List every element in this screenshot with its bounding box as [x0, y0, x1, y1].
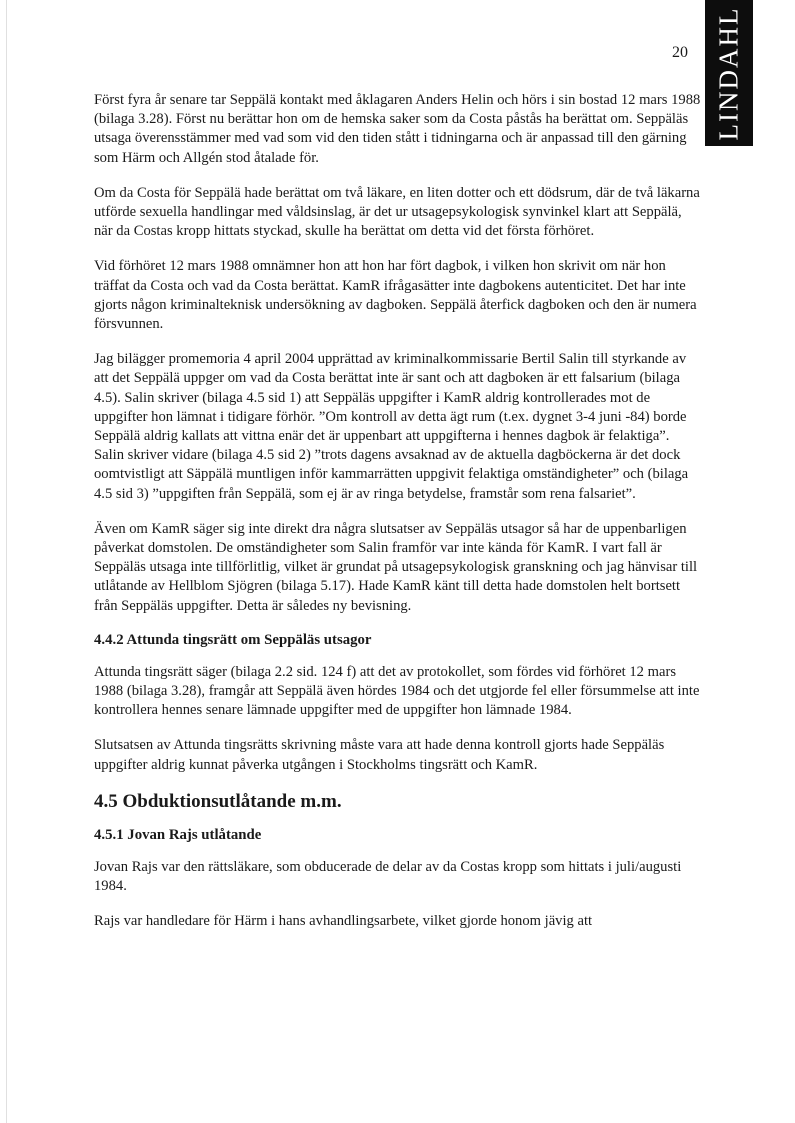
paragraph: Om da Costa för Seppälä hade berättat om två läkare, en liten dotter och ett dödsrum, där de två läkarna utförde sexuella handlingar med våldsinslag, är det ur utsagepsykologisk synvinkel klart att Seppälä, när da Costas kropp hittats styckad, skulle ha berättat om detta vid det första förhöret.	[94, 184, 700, 240]
paragraph: Först fyra år senare tar Seppälä kontakt med åklagaren Anders Helin och hörs i sin bostad 12 mars 1988 (bilaga 3.28). Först nu berättar hon om de hemska saker som da Costa påstås ha berättat om. Seppäläs utsaga överensstämmer med vad som vid den tiden stått i tidningarna och är anpassad till den gärning som Härm och Allgén stod åtalade för.	[94, 92, 701, 166]
paragraph: Slutsatsen av Attunda tingsrätts skrivning måste vara att hade denna kontroll gjorts hade Seppäläs uppgifter aldrig kunnat påverka utgången i Stockholms tingsrätt och KamR.	[94, 737, 665, 773]
paragraph: Jovan Rajs var den rättsläkare, som obducerade de delar av da Costas kropp som hittats i juli/augusti 1984.	[94, 858, 682, 895]
section-heading: 4.4.2 Attunda tingsrätt om Seppäläs utsagor	[94, 631, 372, 648]
section-heading: 4.5.1 Jovan Rajs utlåtande	[94, 826, 262, 843]
paragraph: Rajs var handledare för Härm i hans avhandlingsarbete, vilket gjorde honom jävig att	[94, 913, 593, 930]
lindahl-logo	[705, 0, 753, 146]
paragraph: Jag bilägger promemoria 4 april 2004 upprättad av kriminalkommissarie Bertil Salin till styrkande av att det Seppälä uppger om vad da Costa berättat inte är sant och att dagboken är ett falsarium (bilaga 4.5). Salin skriver (bilaga 4.5 sid 1) att Seppäläs uppgifter i KamR aldrig kontrollerades mot de uppgifter hon lämnat i tidigare förhör. ”Om kontroll av detta ägt rum (t.ex. dygnet 3-4 juni -84) borde Seppälä aldrig kallats att vittna enär det är uppenbart att uppgifterna i hennes dagbok är felaktiga”. Salin skriver vidare (bilaga 4.5 sid 2) ”trots dagens avsaknad av de aktuella dagböckerna är det dock oomtvistligt att Säppälä muntligen inför kammarrätten uppgivit felaktiga omständigheter” och (bilaga 4.5 sid 3) ”uppgiften från Seppälä, som ej är av ringa betydelse, framstår som rena falsariet”.	[94, 351, 689, 502]
paragraph: Vid förhöret 12 mars 1988 omnämner hon att hon har fört dagbok, i vilken hon skrivit om när hon träffat da Costa och vad da Costa berättat. KamR ifrågasätter inte dagbokens autenticitet. Det har inte gjorts någon kriminalteknisk undersökning av dagboken. Seppälä återfick dagboken och den är numera försvunnen.	[94, 258, 697, 333]
page-number: 20	[672, 44, 688, 61]
paragraph: Attunda tingsrätt säger (bilaga 2.2 sid. 124 f) att det av protokollet, som fördes vid förhöret 12 mars 1988 (bilaga 3.28), framgår att Seppälä även hördes 1984 och det utgjorde fel eller försummelse att inte kontrollera hennes senare lämnade uppgifter med de uppgifter hon lämnade 1984.	[94, 663, 700, 719]
document-body	[94, 91, 702, 948]
scan-edge-line	[6, 0, 7, 1123]
paragraph: Även om KamR säger sig inte direkt dra några slutsatser av Seppäläs utsagor så har de uppenbarligen påverkat domstolen. De omständigheter som Salin framför var inte kända för KamR. I vart fall är Seppäläs utsaga inte tillförlitlig, vilket är grundat på utsagepsykologisk granskning och jag hänvisar till utlåtande av Hellblom Sjögren (bilaga 5.17). Hade KamR känt till detta hade domstolen helt bortsett från Seppäläs uppgifter. Detta är således ny bevisning.	[94, 520, 698, 614]
logo-text: LINDAHL	[713, 6, 744, 140]
chapter-heading: 4.5 Obduktionsutlåtande m.m.	[94, 790, 342, 812]
